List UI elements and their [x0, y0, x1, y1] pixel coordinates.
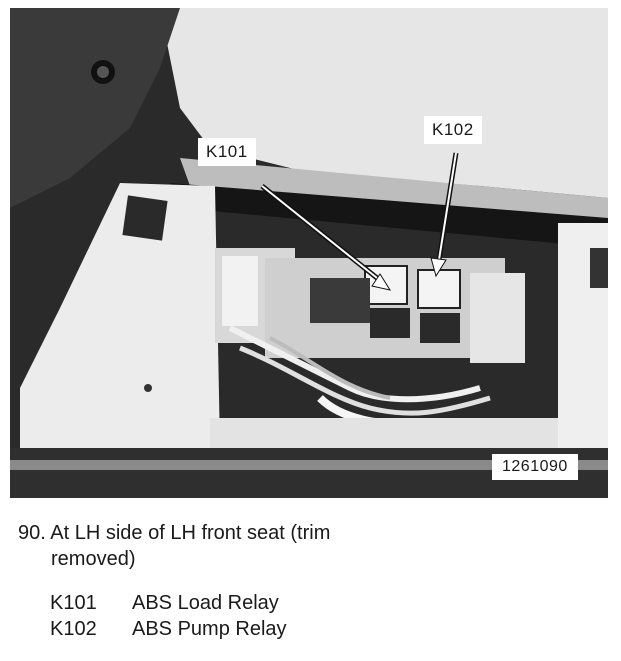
legend-row	[50, 616, 287, 642]
relay-bracket-photo-icon	[10, 8, 608, 498]
callout-k101: K101	[198, 138, 256, 166]
legend-code: K102	[50, 618, 97, 640]
legend-description: ABS Pump Relay	[132, 618, 287, 640]
figure-caption	[18, 520, 608, 572]
caption-line-1: 90. At LH side of LH front seat (trim	[18, 522, 331, 544]
legend-description: ABS Load Relay	[132, 592, 279, 614]
relay-photo	[10, 8, 608, 498]
caption-line-2: removed)	[51, 548, 136, 570]
callout-k102: K102	[424, 116, 482, 144]
legend-row	[50, 590, 287, 616]
figure-number: 1261090	[492, 454, 578, 480]
component-legend	[50, 590, 287, 642]
legend-code: K101	[50, 592, 97, 614]
